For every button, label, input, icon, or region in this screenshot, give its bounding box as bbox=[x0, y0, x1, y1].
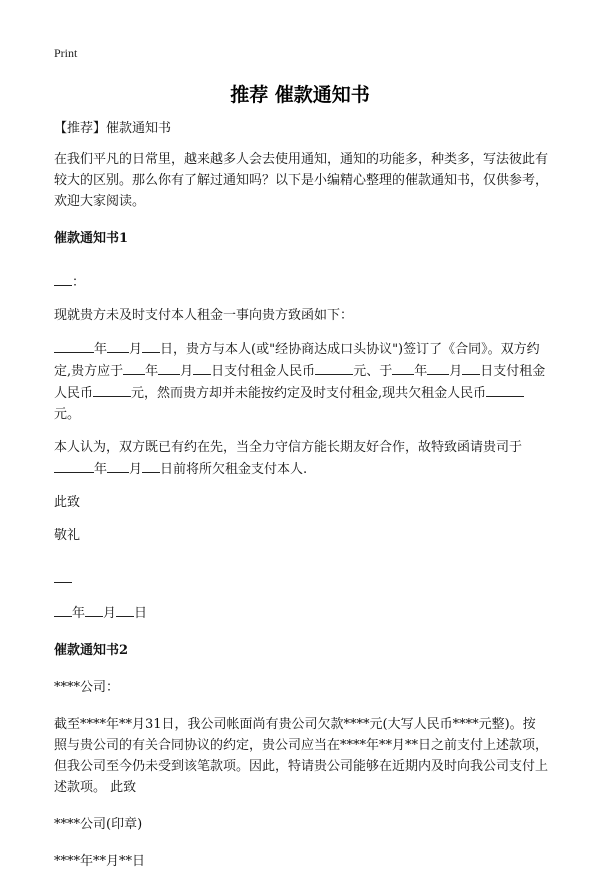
letter2-date: ****年**月**日 bbox=[54, 854, 146, 869]
letter1-closing-1: 此致 bbox=[54, 495, 81, 510]
blank-recipient bbox=[54, 271, 72, 286]
letter1-signature-line bbox=[54, 568, 548, 590]
document-body bbox=[54, 118, 548, 872]
letter2-signature: ****公司(印章) bbox=[54, 817, 143, 832]
print-link[interactable]: Print bbox=[54, 46, 78, 60]
letter2-heading: 催款通知书2 bbox=[54, 643, 129, 658]
letter2-recipient: ****公司： bbox=[54, 680, 120, 695]
letter1-terms-paragraph: 年 月 日，贵方与本人(或"经协商达成口头协议")签订了《合同》。双方约定,贵方应于 年 月 日支付租金人民币 元、于 年 月 日支付租金人民币 元，然而贵方却并未能按约定及时支付租金,现共欠租金人民币元。 bbox=[54, 338, 548, 425]
subtitle: 【推荐】催款通知书 bbox=[54, 121, 172, 136]
letter1-closing-2: 敬礼 bbox=[54, 528, 81, 543]
letter1-date-line: 年 月 日 bbox=[54, 602, 548, 624]
page-title: 推荐 催款通知书 bbox=[230, 84, 370, 106]
letter1-salutation bbox=[54, 271, 548, 293]
letter1-heading: 催款通知书1 bbox=[54, 231, 129, 246]
intro-paragraph: 在我们平凡的日常里，越来越多人会去使用通知，通知的功能多，种类多，写法彼此有较大的区别。那么你有了解过通知吗？以下是小编精心整理的催款通知书，仅供参考，欢迎大家阅读。 bbox=[54, 152, 549, 209]
letter1-intro-line: 现就贵方未及时支付本人租金一事向贵方致函如下： bbox=[54, 308, 354, 323]
salutation-suffix: ： bbox=[72, 275, 86, 290]
letter2-body: 截至****年**月31日，我公司帐面尚有贵公司欠款****元(大写人民币****元整)。按照与贵公司的有关合同协议的约定，贵公司应当在****年**月**日之前支付上述款项，但我公司至今仍未受到该笔款项。因此，特请贵公司能够在近期内及时向我公司支付上述款项。 此致 bbox=[54, 717, 549, 795]
letter1-demand-paragraph: 本人认为，双方既已有约在先，当全力守信方能长期友好合作，故特致函请贵司于年 月 日前将所欠租金支付本人. bbox=[54, 440, 523, 477]
